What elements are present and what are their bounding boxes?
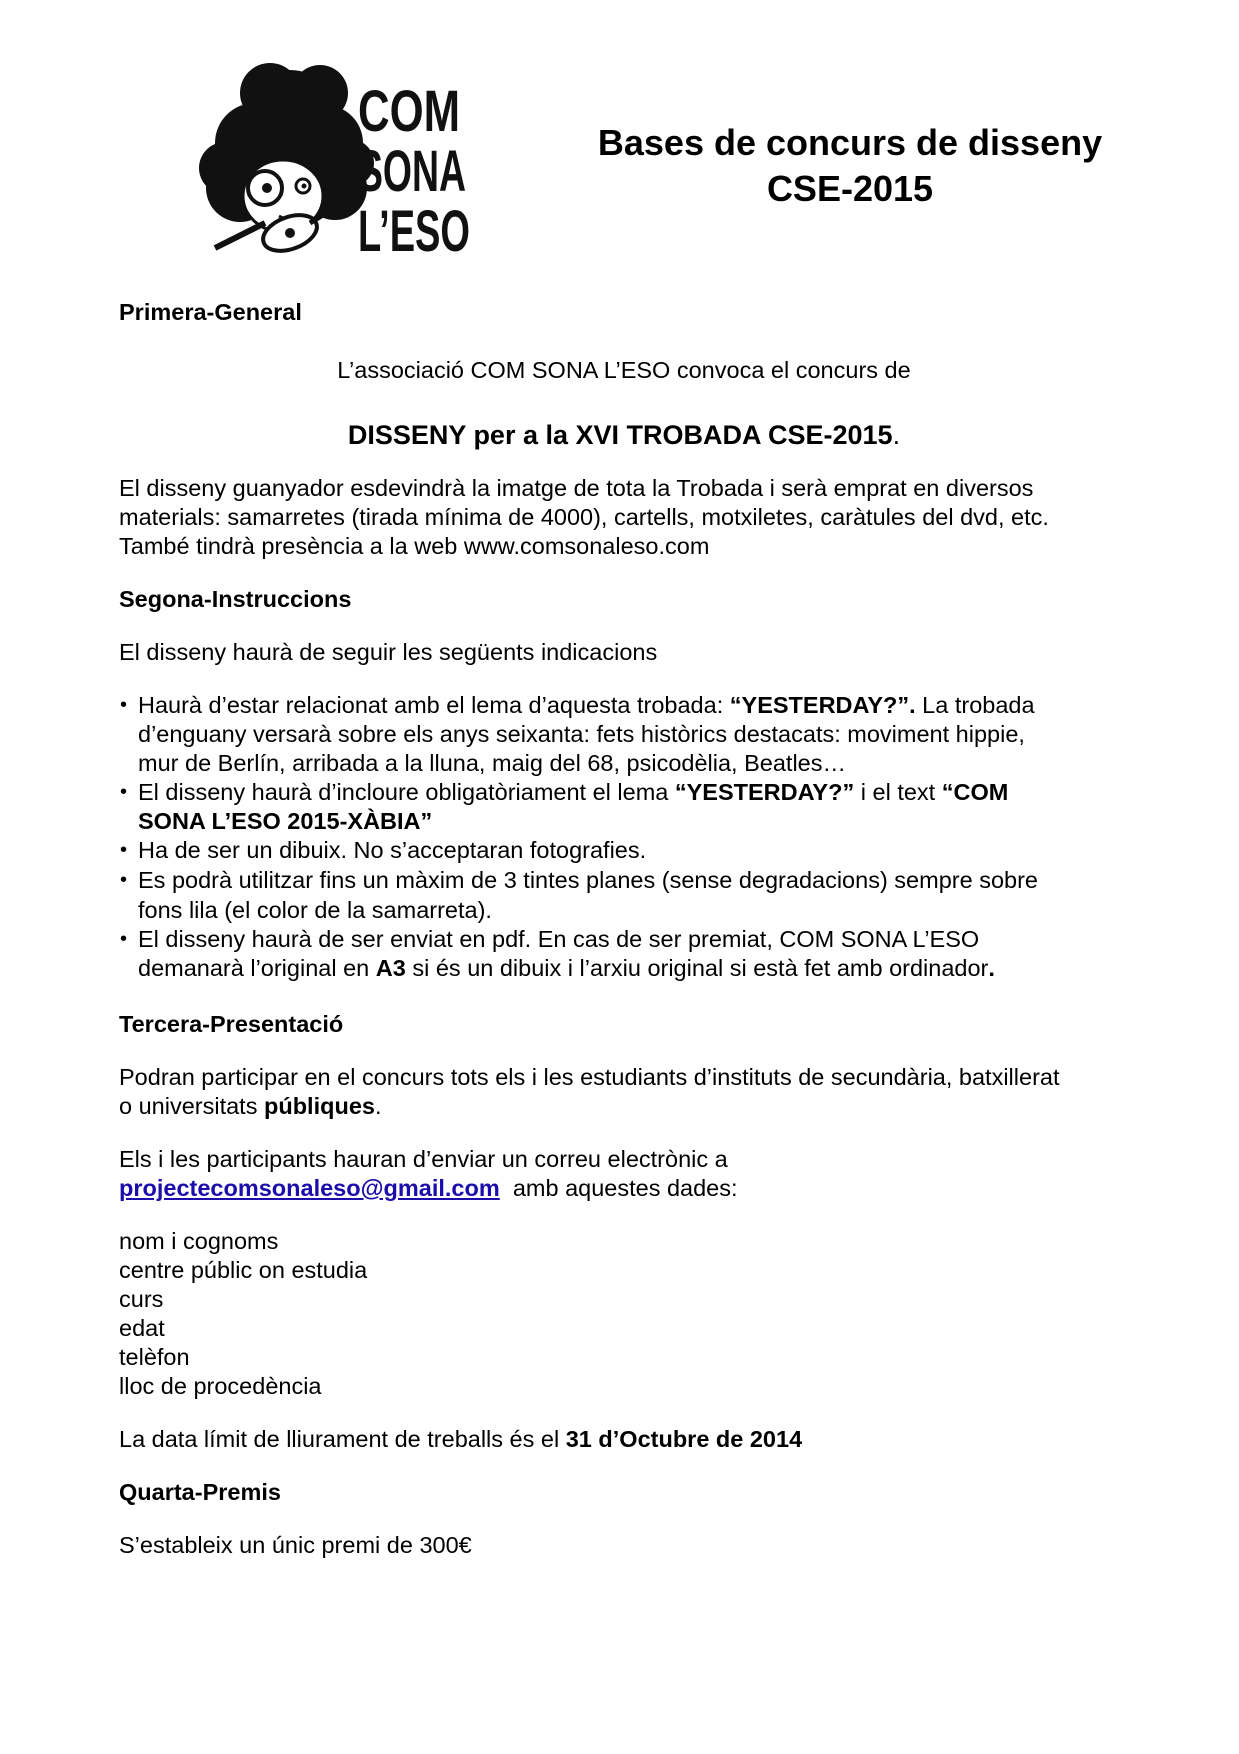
section-heading-quarta: Quarta-Premis <box>119 1479 281 1505</box>
contest-title-bold: DISSENY per a la XVI TROBADA CSE-2015 <box>347 420 893 450</box>
section-heading-tercera: Tercera-Presentació <box>119 1011 344 1037</box>
deadline: La data límit de lliurament de treballs és el 31 d’Octubre de 2014 <box>119 1426 803 1452</box>
primera-para-line-2: materials: samarretes (tirada mínima de 4000), cartells, motxiletes, caràtules del dvd, etc. <box>119 504 1049 530</box>
section-heading-primera: Primera-General <box>119 299 302 325</box>
primera-para-line-3: També tindrà presència a la web www.comsonaleso.com <box>119 533 710 559</box>
com-sona-leso-logo <box>195 48 540 273</box>
logo-text-leso: L’ESO <box>358 199 470 264</box>
instruction-item-1: • Haurà d’estar relacionat amb el lema d’aquesta trobada: “YESTERDAY?”. La trobada d’enguany versarà sobre els anys seixanta: fets històrics destacats: moviment hippie, mur de Berlín, arribada a la lluna, maig del 68, psicodèlia, Beatles… <box>119 691 1129 778</box>
required-field: centre públic on estudia <box>119 1257 368 1283</box>
required-field: curs <box>119 1286 164 1312</box>
title-line-2: CSE-2015 <box>766 168 934 209</box>
tercera-submission: Els i les participants hauran d’enviar un correu electrònic a projectecomsonaleso@gmail.com amb aquestes dades: <box>119 1146 738 1201</box>
document-title <box>555 120 1145 212</box>
primera-paragraph <box>119 474 1129 561</box>
prize-text: S’estableix un únic premi de 300€ <box>119 1532 472 1558</box>
logo-text-sona: SONA <box>358 139 466 204</box>
document-body <box>119 298 1129 1560</box>
tercera-eligibility: Podran participar en el concurs tots els i les estudiants d’instituts de secundària, batxillerat o universitats públiques. <box>119 1064 1060 1119</box>
required-field: lloc de procedència <box>119 1373 322 1399</box>
contest-title-tail: . <box>892 420 901 450</box>
segona-intro: El disseny haurà de seguir les següents indicacions <box>119 639 658 665</box>
instruction-item-3: • Ha de ser un dibuix. No s’acceptaran fotografies. <box>119 836 1129 865</box>
title-line-1: Bases de concurs de disseny <box>597 122 1103 163</box>
primera-intro: L’associació COM SONA L’ESO convoca el concurs de <box>337 357 911 383</box>
section-heading-segona: Segona-Instruccions <box>119 586 352 612</box>
instructions-list <box>119 691 1129 983</box>
primera-para-line-1: El disseny guanyador esdevindrà la imatge de tota la Trobada i serà emprat en diversos <box>119 475 1034 501</box>
instruction-item-4: • Es podrà utilitzar fins un màxim de 3 tintes planes (sense degradacions) sempre sobre fons lila (el color de la samarreta). <box>119 865 1129 925</box>
contact-email-link[interactable]: projectecomsonaleso@gmail.com <box>119 1175 500 1201</box>
required-fields-list <box>119 1227 1129 1401</box>
required-field: nom i cognoms <box>119 1228 279 1254</box>
required-field: edat <box>119 1315 165 1341</box>
contest-title <box>119 418 1129 452</box>
instruction-item-2: • El disseny haurà d’incloure obligatòriament el lema “YESTERDAY?” i el text “COM SONA L’ESO 2015-XÀBIA” <box>119 778 1129 836</box>
logo-text-com: COM <box>358 79 460 144</box>
instruction-item-5: • El disseny haurà de ser enviat en pdf. En cas de ser premiat, COM SONA L’ESO demanarà l’original en A3 si és un dibuix i l’arxiu original si està fet amb ordinador. <box>119 925 1129 983</box>
required-field: telèfon <box>119 1344 190 1370</box>
